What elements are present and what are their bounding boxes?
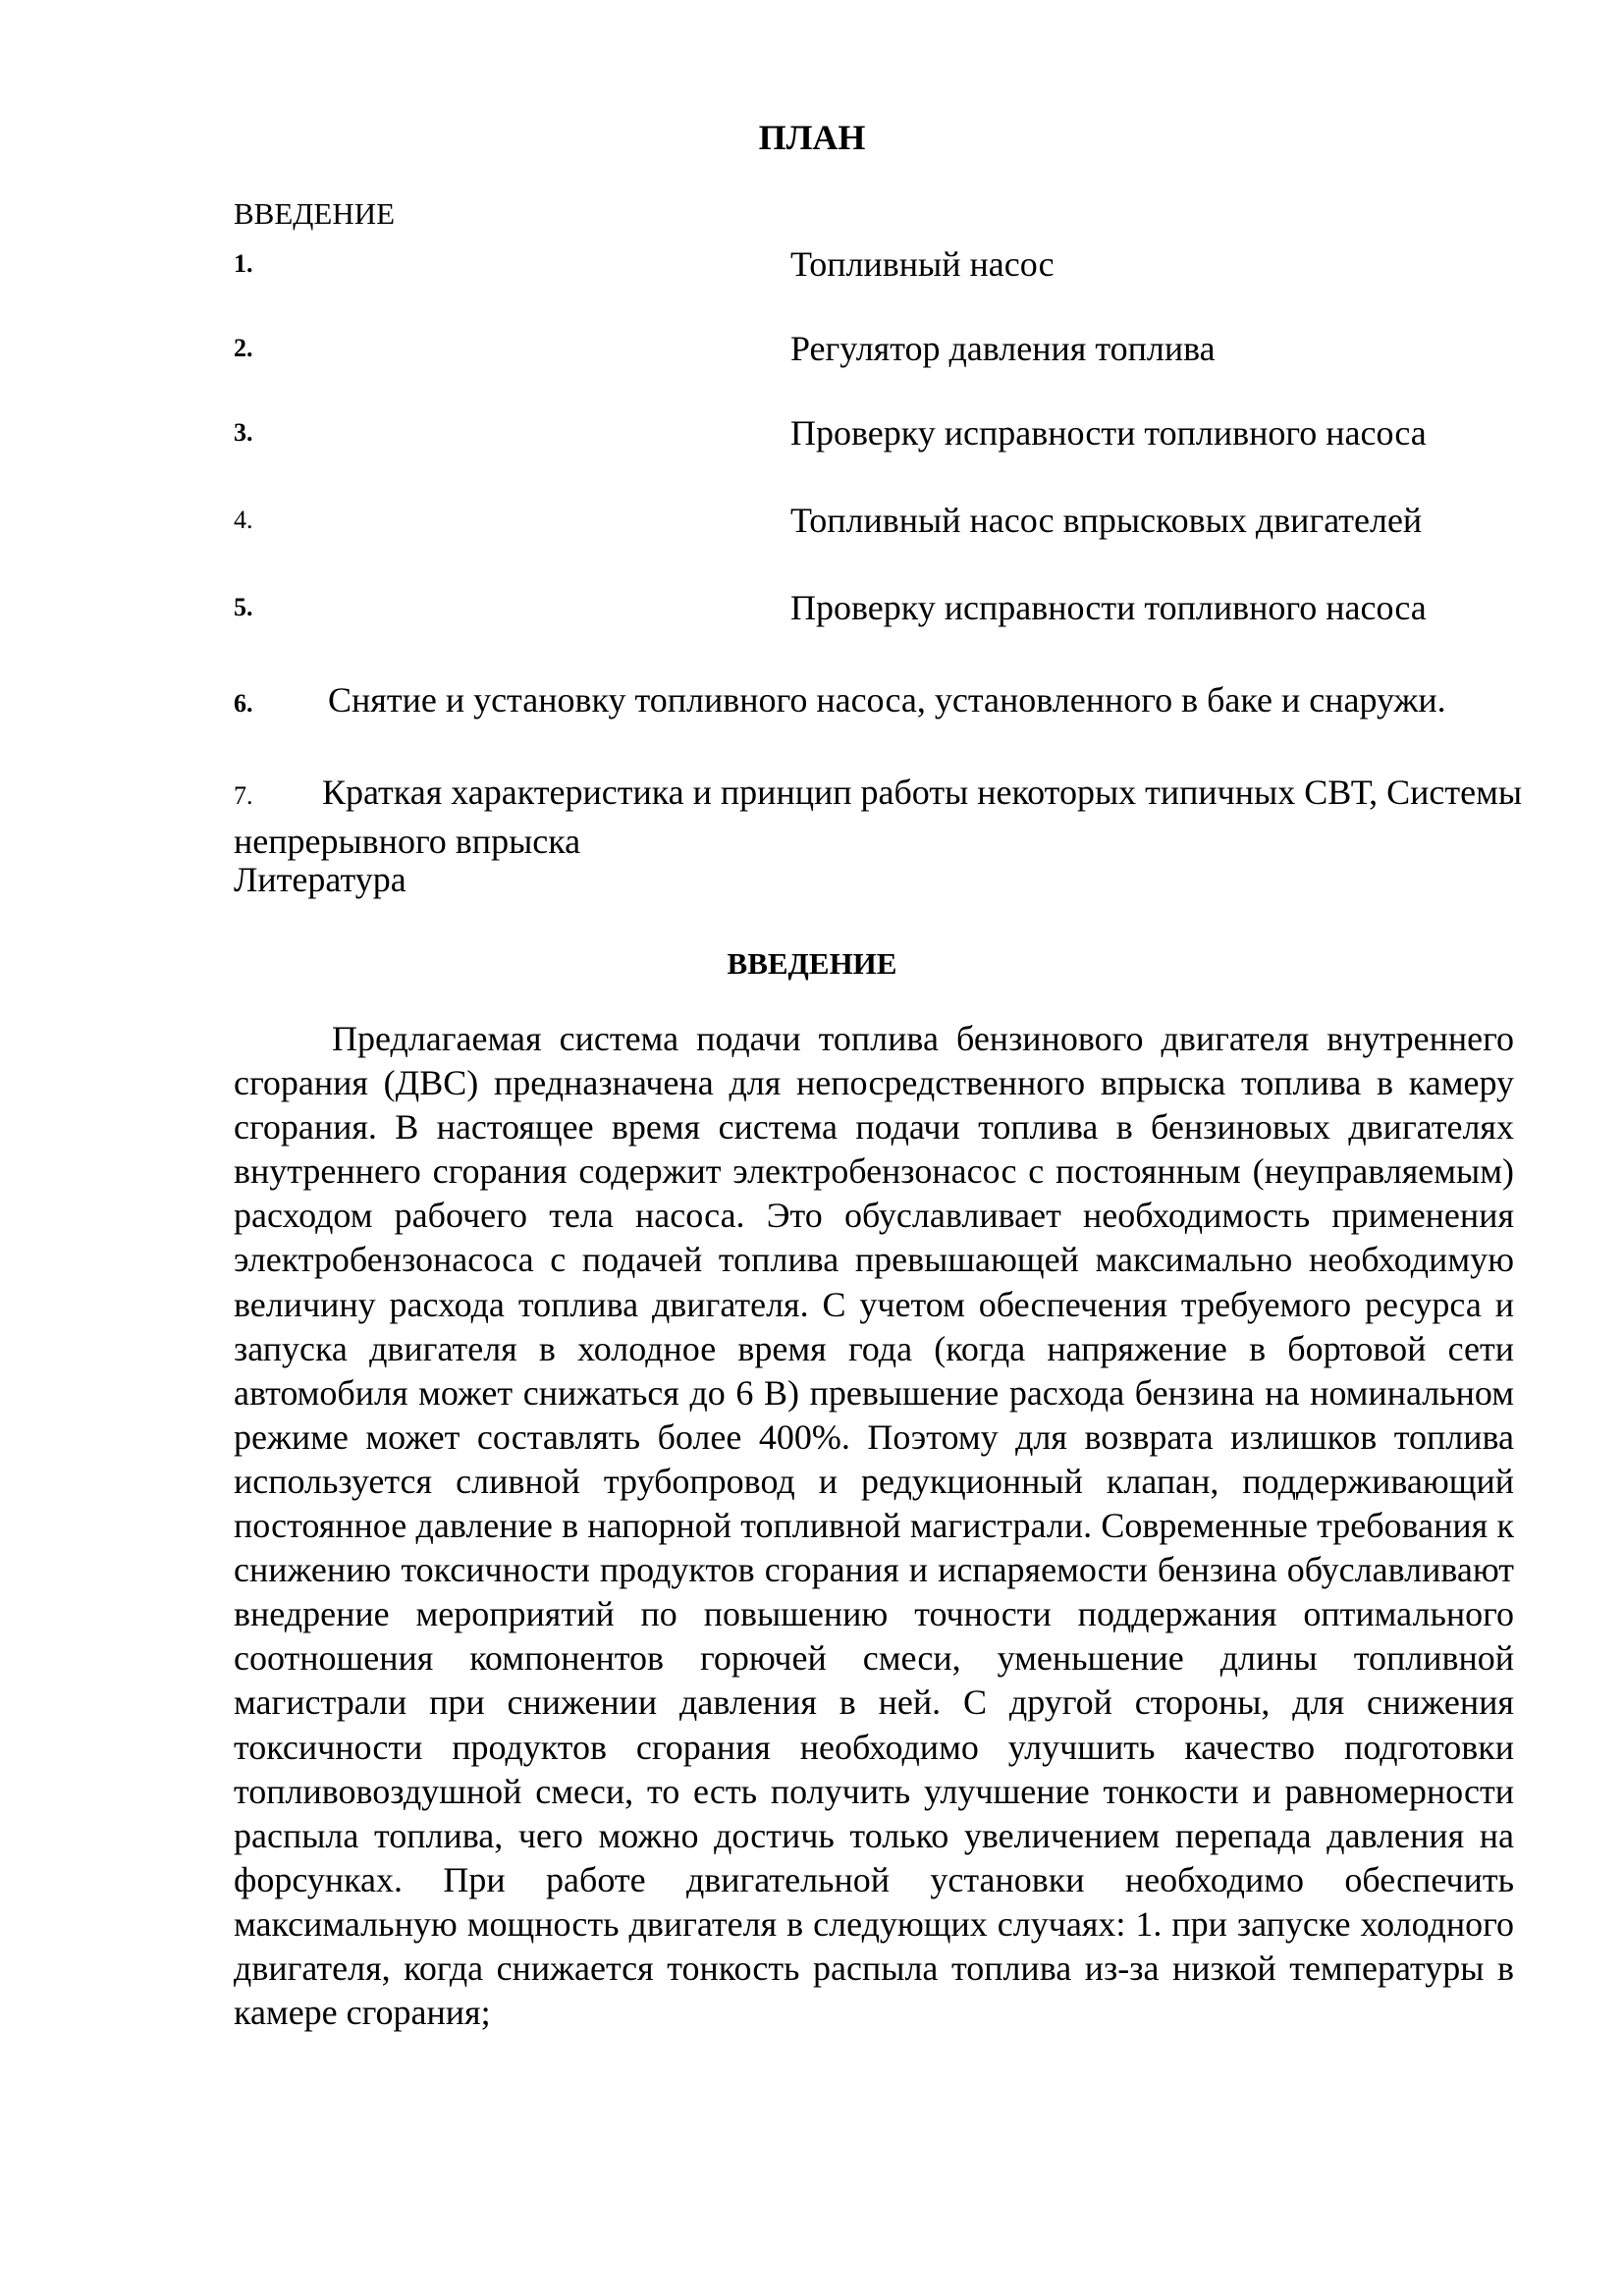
toc-item-label: Краткая характеристика и принцип работы некоторых типичных СВТ, Системы непрерывного впрыска [234, 773, 1523, 861]
introduction-paragraph: Предлагаемая система подачи топлива бензинового двигателя внутреннего сгорания (ДВС) предназначена для непосредственного впрыска топлива в камеру сгорания. В настоящее время система подачи топлива в бензиновых двигателях внутреннего сгорания содержит электробензонасос с постоянным (неуправляемым) расходом рабочего тела насоса. Это обуславливает необходимость применения электробензонасоса с подачей топлива превышающей максимально необходимую величину расхода топлива двигателя. С учетом обеспечения требуемого ресурса и запуска двигателя в холодное время года (когда напряжение в бортовой сети автомобиля может снижаться до 6 В) превышение расхода бензина на номинальном режиме может составлять более 400%. Поэтому для возврата излишков топлива используется сливной трубопровод и редукционный клапан, поддерживающий постоянное давление в напорной топливной магистрали. Современные требования к снижению токсичности продуктов сгорания и испаряемости бензина обуславливают внедрение мероприятий по повышению точности поддержания оптимального соотношения компонентов горючей смеси, уменьшение длины топливной магистрали при снижении давления в ней. С другой стороны, для снижения токсичности продуктов сгорания необходимо улучшить качество подготовки топливовоздушной смеси, то есть получить улучшение тонкости и равномерности распыла топлива, чего можно достичь только увеличением перепада давления на форсунках. При работе двигательной установки необходимо обеспечить максимальную мощность двигателя в следующих случаях: 1. при запуске холодного двигателя, когда снижается тонкость распыла топлива из-за низкой температуры в камере сгорания; [234, 1019, 1514, 2033]
introduction-heading: ВВЕДЕНИЕ [727, 946, 897, 981]
toc-item-label: Проверку исправности топливного насоса [790, 413, 1427, 453]
toc-item-label: Проверку исправности топливного насоса [790, 588, 1427, 627]
toc-item-7 [234, 770, 1530, 864]
toc-item-number: 3. [234, 418, 253, 447]
toc-item-label: Снятие и установку топливного насоса, установленного в баке и снаружи. [328, 680, 1446, 720]
toc-item-introduction: ВВЕДЕНИЕ [234, 196, 396, 231]
toc-item-number: 6. [234, 689, 253, 718]
toc-item-label: Топливный насос впрысковых двигателей [790, 501, 1423, 540]
toc-item-2 [234, 326, 1530, 371]
toc-item-label: Регулятор давления топлива [790, 329, 1216, 368]
toc-item-5 [234, 585, 1530, 630]
toc-item-6 [234, 677, 1530, 726]
plan-title: ПЛАН [758, 118, 866, 157]
toc-item-number: 4. [234, 506, 253, 534]
toc-item-4 [234, 498, 1530, 543]
toc-item-number: 1. [234, 249, 253, 278]
toc-item-1 [234, 241, 1530, 287]
toc-item-number: 7. [234, 781, 253, 810]
toc-item-literature: Литература [234, 860, 406, 899]
toc-item-number: 2. [234, 334, 253, 362]
toc-item-label: Топливный насос [790, 244, 1055, 284]
toc-item-3 [234, 410, 1530, 455]
toc-item-number: 5. [234, 593, 253, 621]
